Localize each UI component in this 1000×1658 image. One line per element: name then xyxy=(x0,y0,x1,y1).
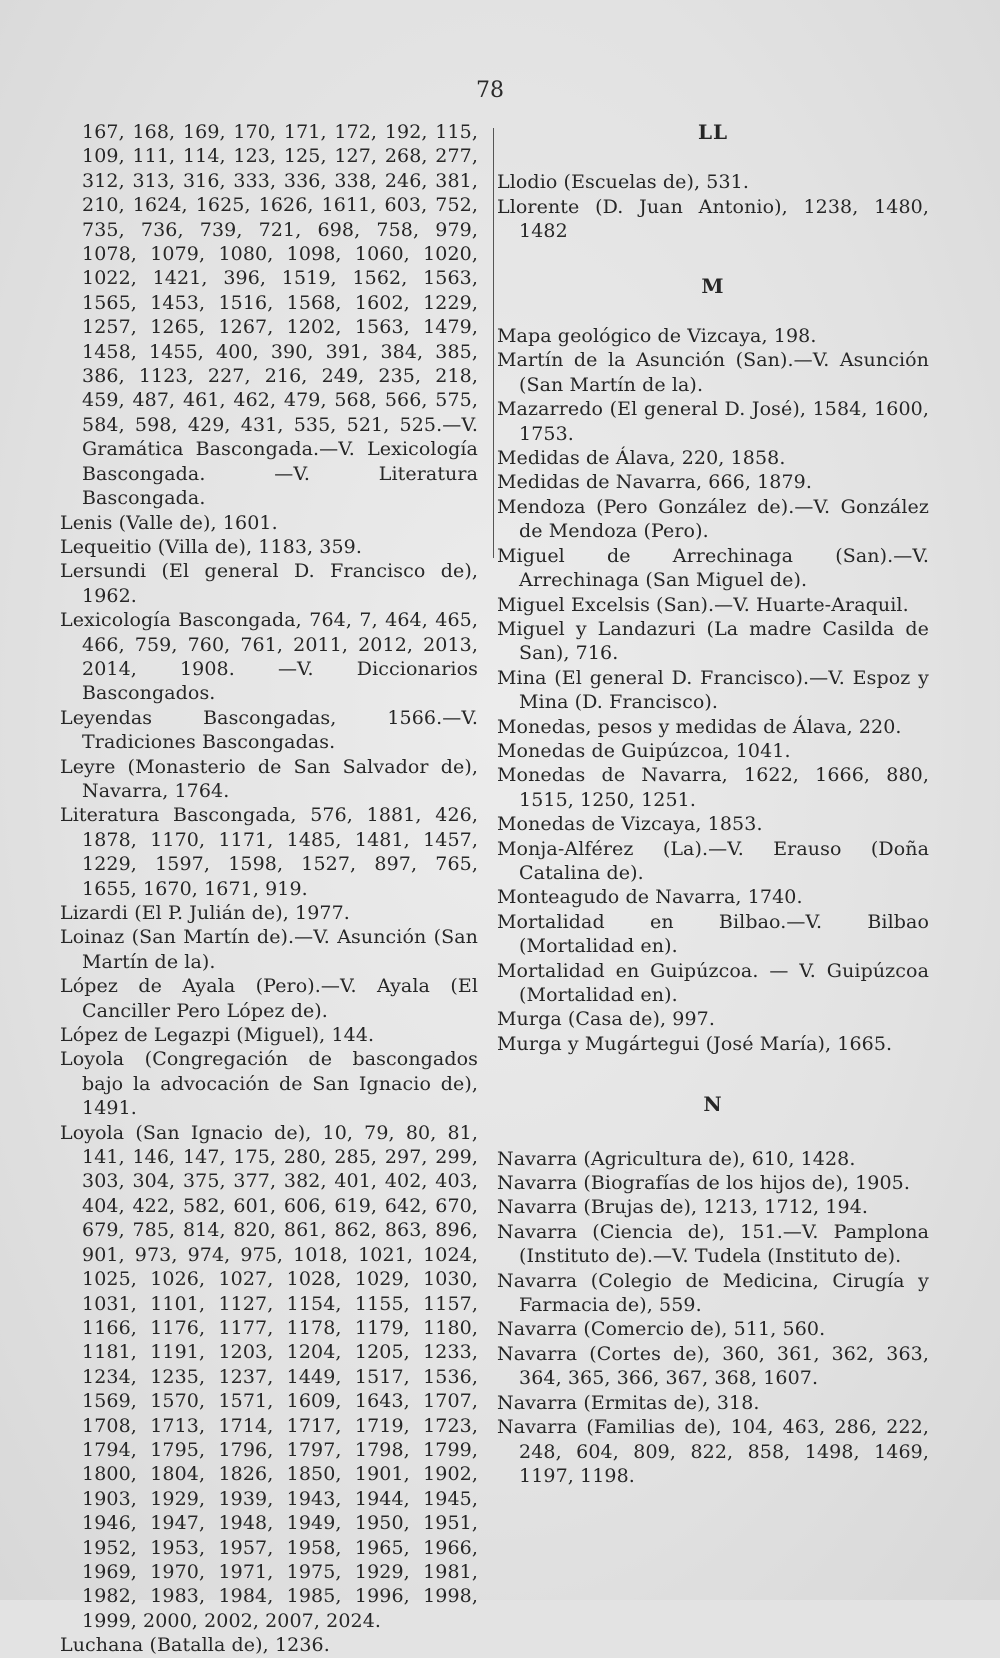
index-entry: Lenis (Valle de), 1601. xyxy=(60,511,278,534)
section-heading-ll: LL xyxy=(697,120,729,144)
index-entry: Miguel y Landazuri (La madre Casilda de San), 716. xyxy=(497,617,929,665)
index-entry: Navarra (Ermitas de), 318. xyxy=(497,1391,760,1414)
index-entry: Loinaz (San Martín de).—V. Asunción (San Martín de la). xyxy=(60,926,478,973)
index-entry: Lexicología Bascongada, 764, 7, 464, 465, 466, 759, 760, 761, 2011, 2012, 2013, 2014, 1908. —V. Diccionarios Bascongados. xyxy=(60,609,478,705)
index-entry: Mazarredo (El general D. José), 1584, 1600, 1753. xyxy=(497,398,929,445)
index-entry: Monedas de Vizcaya, 1853. xyxy=(497,813,763,836)
index-entry: Martín de la Asunción (San).—V. Asunción (San Martín de la). xyxy=(497,349,929,396)
index-entry: Llodio (Escuelas de), 531. xyxy=(497,171,750,194)
index-entry: Navarra (Agricultura de), 610, 1428. xyxy=(497,1147,856,1170)
index-entry: Murga (Casa de), 997. xyxy=(497,1008,716,1031)
index-entry: Leyendas Bascongadas, 1566.—V. Tradiciones Bascongadas. xyxy=(60,706,478,754)
index-entry: Mapa geológico de Vizcaya, 198. xyxy=(497,325,817,348)
index-entry: López de Ayala (Pero).—V. Ayala (El Canciller Pero López de). xyxy=(60,975,478,1022)
index-entry: Lizardi (El P. Julián de), 1977. xyxy=(60,902,350,924)
index-entry: Mortalidad en Guipúzcoa. — V. Guipúzcoa (Mortalidad en). xyxy=(497,959,929,1006)
index-entry: Medidas de Álava, 220, 1858. xyxy=(497,447,786,470)
index-entry: Llorente (D. Juan Antonio), 1238, 1480, 1482 xyxy=(497,195,929,243)
index-entry: Navarra (Brujas de), 1213, 1712, 194. xyxy=(497,1196,869,1219)
index-entry: Navarra (Colegio de Medicina, Cirugía y Farmacia de), 559. xyxy=(497,1269,929,1317)
index-entry: Monedas, pesos y medidas de Álava, 220. xyxy=(497,715,902,738)
page-number: 78 xyxy=(476,78,504,103)
index-entry-continuation: 167, 168, 169, 170, 171, 172, 192, 115, 109, 111, 114, 123, 125, 127, 268, 277, 312, 313, 316, 333, 336, 338, 246, 381, 210, 1624, 1625, 1626, 1611, 603, 752, 735, 736, 739, 721, 698, 758, 979, 1078, 1079, 1080, 1098, 1060, 1020, 1022, 1421, 396, 1519, 1562, 1563, 1565, 1453, 1516, 1568, 1602, 1229, 1257, 1265, 1267, 1202, 1563, 1479, 1458, 1455, 400, 390, 391, 384, 385, 386, 1123, 227, 216, 249, 235, 218, 459, 487, 461, 462, 479, 568, 566, 575, 584, 598, 429, 431, 535, 521, 525.—V. Gramática Bascongada.—V. Lexicología Bascongada. —V. Literatura Bascongada. xyxy=(82,121,478,510)
index-entry: Loyola (Congregación de bascongados bajo la advocación de San Ignacio de), 1491. xyxy=(60,1048,478,1120)
section-heading-m: M xyxy=(701,273,725,298)
index-entry: Mendoza (Pero González de).—V. González de Mendoza (Pero). xyxy=(497,495,929,543)
index-entry: Leyre (Monasterio de San Salvador de), Navarra, 1764. xyxy=(60,755,478,802)
index-entry: Navarra (Comercio de), 511, 560. xyxy=(497,1318,826,1341)
index-entry: Navarra (Cortes de), 360, 361, 362, 363, 364, 365, 366, 367, 368, 1607. xyxy=(497,1342,929,1390)
right-column xyxy=(497,120,929,1488)
index-entry: Miguel Excelsis (San).—V. Huarte-Araquil. xyxy=(497,593,909,616)
index-entry: Mina (El general D. Francisco).—V. Espoz y Mina (D. Francisco). xyxy=(497,666,929,714)
section-heading-n: N xyxy=(703,1092,723,1117)
index-entry: Literatura Bascongada, 576, 1881, 426, 1878, 1170, 1171, 1485, 1481, 1457, 1229, 1597, 1598, 1527, 897, 765, 1655, 1670, 1671, 919. xyxy=(60,804,478,900)
index-entry: López de Legazpi (Miguel), 144. xyxy=(60,1024,375,1047)
index-entry: Loyola (San Ignacio de), 10, 79, 80, 81, 141, 146, 147, 175, 280, 285, 297, 299, 303, 304, 375, 377, 382, 401, 402, 403, 404, 422, 582, 601, 606, 619, 642, 670, 679, 785, 814, 820, 861, 862, 863, 896, 901, 973, 974, 975, 1018, 1021, 1024, 1025, 1026, 1027, 1028, 1029, 1030, 1031, 1101, 1127, 1154, 1155, 1157, 1166, 1176, 1177, 1178, 1179, 1180, 1181, 1191, 1203, 1204, 1205, 1233, 1234, 1235, 1237, 1449, 1517, 1536, 1569, 1570, 1571, 1609, 1643, 1707, 1708, 1713, 1714, 1717, 1719, 1723, 1794, 1795, 1796, 1797, 1798, 1799, 1800, 1804, 1826, 1850, 1901, 1902, 1903, 1929, 1939, 1943, 1944, 1945, 1946, 1947, 1948, 1949, 1950, 1951, 1952, 1953, 1957, 1958, 1965, 1966, 1969, 1970, 1971, 1975, 1929, 1981, 1982, 1983, 1984, 1985, 1996, 1998, 1999, 2000, 2002, 2007, 2024. xyxy=(60,1121,478,1632)
index-entry: Monja-Alférez (La).—V. Erauso (Doña Catalina de). xyxy=(497,837,929,884)
index-entry: Murga y Mugártegui (José María), 1665. xyxy=(497,1032,893,1055)
index-entry: Monedas de Navarra, 1622, 1666, 880, 1515, 1250, 1251. xyxy=(497,764,929,811)
index-entry: Lersundi (El general D. Francisco de), 1962. xyxy=(60,560,478,607)
index-entry: Medidas de Navarra, 666, 1879. xyxy=(497,471,812,494)
index-entry: Navarra (Biografías de los hijos de), 1905. xyxy=(497,1172,911,1195)
index-entry: Monteagudo de Navarra, 1740. xyxy=(497,886,803,909)
column-divider xyxy=(493,128,494,558)
index-entry: Luchana (Batalla de), 1236. xyxy=(60,1634,330,1657)
index-entry: Monedas de Guipúzcoa, 1041. xyxy=(497,739,791,762)
index-entry: Miguel de Arrechinaga (San).—V. Arrechinaga (San Miguel de). xyxy=(497,544,929,592)
left-column xyxy=(60,120,478,1658)
index-entry: Navarra (Ciencia de), 151.—V. Pamplona (Instituto de).—V. Tudela (Instituto de). xyxy=(497,1220,929,1268)
index-entry: Lequeitio (Villa de), 1183, 359. xyxy=(60,535,363,558)
index-entry: Mortalidad en Bilbao.—V. Bilbao (Mortalidad en). xyxy=(497,910,929,958)
index-entry: Navarra (Familias de), 104, 463, 286, 222, 248, 604, 809, 822, 858, 1498, 1469, 1197, 1198. xyxy=(497,1416,929,1487)
